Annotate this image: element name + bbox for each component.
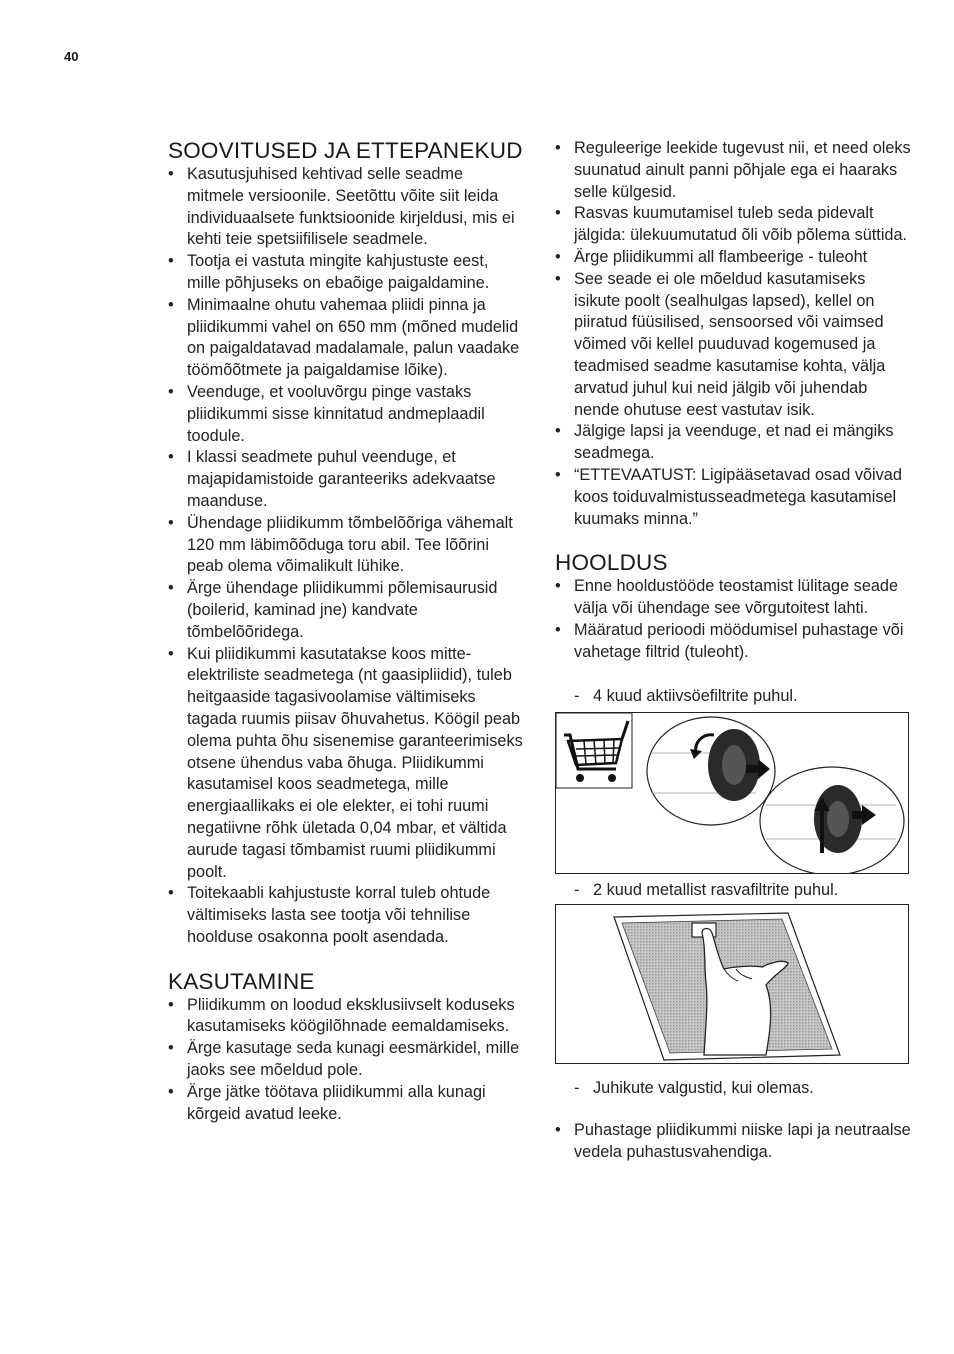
cleaning-list [555,1120,911,1164]
left-column [168,138,524,1125]
list-item: • Ühendage pliidikumm tõmbelõõriga vähemalt 120 mm läbimõõduga toru abil. Tee lõõrini peab olema võimalikult lühike. [168,513,524,578]
list-item: • Enne hooldustööde teostamist lülitage seade välja või ühendage see võrgutoitest lahti. [555,576,911,620]
list-item: • Veenduge, et vooluvõrgu pinge vastaks pliidikummi sisse kinnitatud andmeplaadil toodule. [168,382,524,447]
list-item: • Ärge ühendage pliidikummi põlemisaurusid (boilerid, kaminad jne) kandvate tõmbelõõridega. [168,578,524,643]
carbon-filter-figure [555,712,909,874]
maintenance-list [555,576,911,663]
list-item: • “ETTEVAATUST: Ligipääsetavad osad võivad koos toiduvalmistusseadmetega kasutamisel kuumaks minna.” [555,465,911,530]
list-item: • Kui pliidikummi kasutatakse koos mitte-elektriliste seadmetega (nt gaasipliidid), tuleb heitgaaside tagasivoolamise vältimiseks tagada ruumis piisav õhuvahetus. Köögil peab olema puhta õhu sisenemise garanteerimiseks otsene ühendus vaba õhuga. Pliidikummi kasutamisel koos seadmetega, mille energiaallikaks ei ole elekter, ei tohi ruumi negatiivne rõhk ületada 0,04 mbar, et vältida aurude tagasi tõmbamist ruumi pliidikummi poolt. [168,644,524,884]
recommendations-list [168,164,524,949]
list-item: • Reguleerige leekide tugevust nii, et need oleks suunatud ainult panni põhjale ega ei haaraks selle külgesid. [555,138,911,203]
list-item: • Jälgige lapsi ja veenduge, et nad ei mängiks seadmega. [555,421,911,465]
list-item: • Pliidikumm on loodud eksklusiivselt koduseks kasutamiseks köögilõhnade eemaldamiseks. [168,995,524,1039]
list-item: • Puhastage pliidikummi niiske lapi ja neutraalse vedela puhastusvahendiga. [555,1120,911,1164]
list-item: • Tootja ei vastuta mingite kahjustuste eest, mille põhjuseks on ebaõige paigaldamine. [168,251,524,295]
dash-item-grease-filter: - 2 kuud metallist rasvafiltrite puhul. [555,880,911,902]
usage-list [168,995,524,1126]
list-item: • Kasutusjuhised kehtivad selle seadme mitmele versioonile. Seetõttu võite siit leida individuaalsete funktsioonide kirjeldusi, mis ei kehti teie spetsiifilisele seadmele. [168,164,524,251]
list-item: • Ärge jätke töötava pliidikummi alla kunagi kõrgeid avatud leeke. [168,1082,524,1126]
list-item: • Ärge pliidikummi all flambeerige - tuleoht [555,247,911,269]
dash-item-carbon-filter: - 4 kuud aktiivsöefiltrite puhul. [555,686,911,708]
list-item: • See seade ei ole mõeldud kasutamiseks isikute poolt (sealhulgas lapsed), kellel on piiratud füüsilised, sensoorsed või vaimsed võimed või kellel puuduvad kogemused ja teadmised seadme kasutamise kohta, välja arvatud juhul kui neid jälgib või juhendab nende ohutuse eest vastutav isik. [555,269,911,422]
filter-installation-illustration [760,767,904,873]
grease-filter-figure [555,904,909,1064]
list-item: • Minimaalne ohutu vahemaa pliidi pinna ja pliidikummi vahel on 650 mm (mõned mudelid on paigaldatavad madalamale, palun vaadake töömõõtmete ja paigaldamise lõike). [168,295,524,382]
list-item: • Määratud perioodi möödumisel puhastage või vahetage filtrid (tuleoht). [555,620,911,664]
right-column [555,138,911,1164]
dash-item-lights: - Juhikute valgustid, kui olemas. [555,1078,911,1100]
heading-soovitused: SOOVITUSED JA ETTEPANEKUD [168,138,523,163]
page-number: 40 [64,49,79,64]
filter-removal-illustration [647,717,775,825]
list-item: • Toitekaabli kahjustuste korral tuleb ohtude vältimiseks lasta see tootja või tehnilise hoolduse osakonna poolt asendada. [168,883,524,948]
safety-list [555,138,911,530]
heading-kasutamine: KASUTAMINE [168,968,315,994]
shopping-cart-icon [556,713,632,788]
list-item: • I klassi seadmete puhul veenduge, et majapidamistoide garanteeriks adekvaatse maanduse. [168,447,524,512]
list-item: • Ärge kasutage seda kunagi eesmärkidel, mille jaoks see mõeldud pole. [168,1038,524,1082]
heading-hooldus: HOOLDUS [555,550,668,576]
list-item: • Rasvas kuumutamisel tuleb seda pidevalt jälgida: ülekuumutatud õli võib põlema süttida. [555,203,911,247]
